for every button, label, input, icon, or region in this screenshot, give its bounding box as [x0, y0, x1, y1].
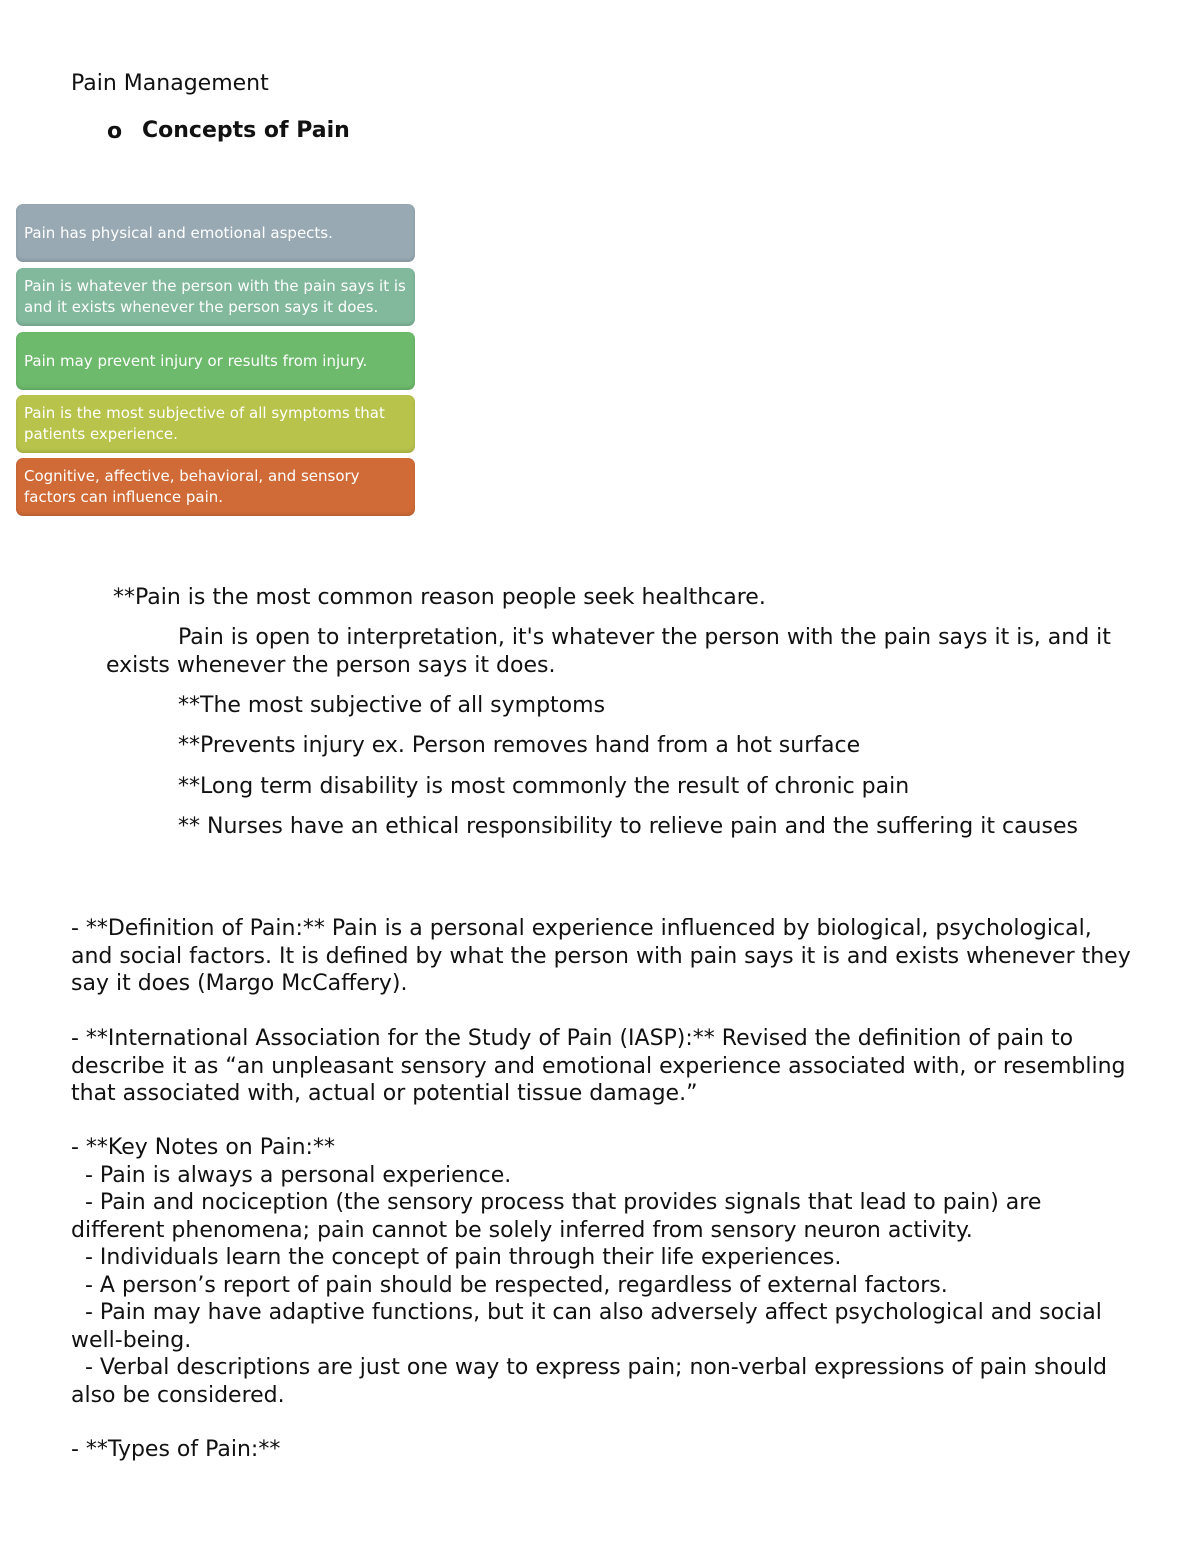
key-note-item	[71, 1189, 1131, 1244]
concept-box-influencing-factors	[16, 458, 415, 516]
key-note-text: - A person’s report of pain should be respected, regardless of external factors.	[85, 1272, 948, 1298]
note-text: Pain is open to interpretation, it's whatever the person with the pain says it is, and it exists whenever the person says it does.	[106, 625, 1111, 678]
key-note-text: - Pain and nociception (the sensory process that provides signals that lead to pain) are different phenomena; pain cannot be solely inferred from sensory neuron activity.	[71, 1190, 1042, 1243]
key-note-item	[71, 1354, 1131, 1409]
key-note-text: - Pain is always a personal experience.	[85, 1162, 512, 1188]
note-text: **Prevents injury ex. Person removes hand from a hot surface	[178, 733, 861, 758]
note-ethical-responsibility	[106, 813, 1146, 841]
concept-box-text: Pain may prevent injury or results from injury.	[24, 351, 368, 370]
section-heading: Concepts of Pain	[142, 118, 350, 143]
document-title: Pain Management	[71, 71, 269, 96]
note-text: **The most subjective of all symptoms	[178, 693, 606, 718]
concept-box-text: Pain is the most subjective of all symptoms that patients experience.	[24, 404, 385, 443]
note-most-subjective	[106, 692, 1146, 720]
note-text: **Long term disability is most commonly the result of chronic pain	[178, 774, 910, 799]
key-notes-heading: - **Key Notes on Pain:**	[71, 1135, 335, 1160]
key-note-item	[71, 1299, 1131, 1354]
key-note-item	[71, 1244, 1131, 1272]
concept-box-prevent-injury	[16, 332, 415, 390]
iasp-paragraph: - **International Association for the Study of Pain (IASP):** Revised the definition of pain to describe it as “an unpleasant sensory and emotional experience associated with, or resembling that associated with, actual or potential tissue damage.”	[71, 1026, 1126, 1106]
note-open-to-interpretation	[106, 624, 1146, 680]
key-note-text: - Pain may have adaptive functions, but it can also adversely affect psychological and social well-being.	[71, 1300, 1102, 1353]
concept-box-whatever-person-says	[16, 268, 415, 326]
bullet-marker: o	[107, 119, 123, 144]
concept-box-text: Pain has physical and emotional aspects.	[24, 223, 333, 242]
definition-paragraph: - **Definition of Pain:** Pain is a personal experience influenced by biological, psychological, and social factors. It is defined by what the person with pain says it is and exists whenever they say it does (Margo McCaffery).	[71, 916, 1131, 996]
concept-box-most-subjective	[16, 395, 415, 453]
types-of-pain-heading: - **Types of Pain:**	[71, 1437, 281, 1462]
concept-box-physical-emotional	[16, 204, 415, 262]
note-prevents-injury	[106, 732, 1146, 760]
note-common-reason: **Pain is the most common reason people seek healthcare.	[113, 585, 766, 610]
key-notes-section	[71, 1134, 1131, 1409]
key-note-item	[71, 1272, 1131, 1300]
note-long-term-disability	[106, 773, 1146, 801]
concept-box-text: Pain is whatever the person with the pain says it is and it exists whenever the person says it does.	[24, 277, 406, 316]
key-note-text: - Individuals learn the concept of pain through their life experiences.	[85, 1245, 842, 1270]
key-note-item	[71, 1162, 1131, 1190]
note-text: ** Nurses have an ethical responsibility to relieve pain and the suffering it causes	[178, 814, 1078, 839]
key-note-text: - Verbal descriptions are just one way to express pain; non-verbal expressions of pain should also be considered.	[71, 1355, 1107, 1408]
concept-box-text: Cognitive, affective, behavioral, and sensory factors can influence pain.	[24, 467, 360, 506]
